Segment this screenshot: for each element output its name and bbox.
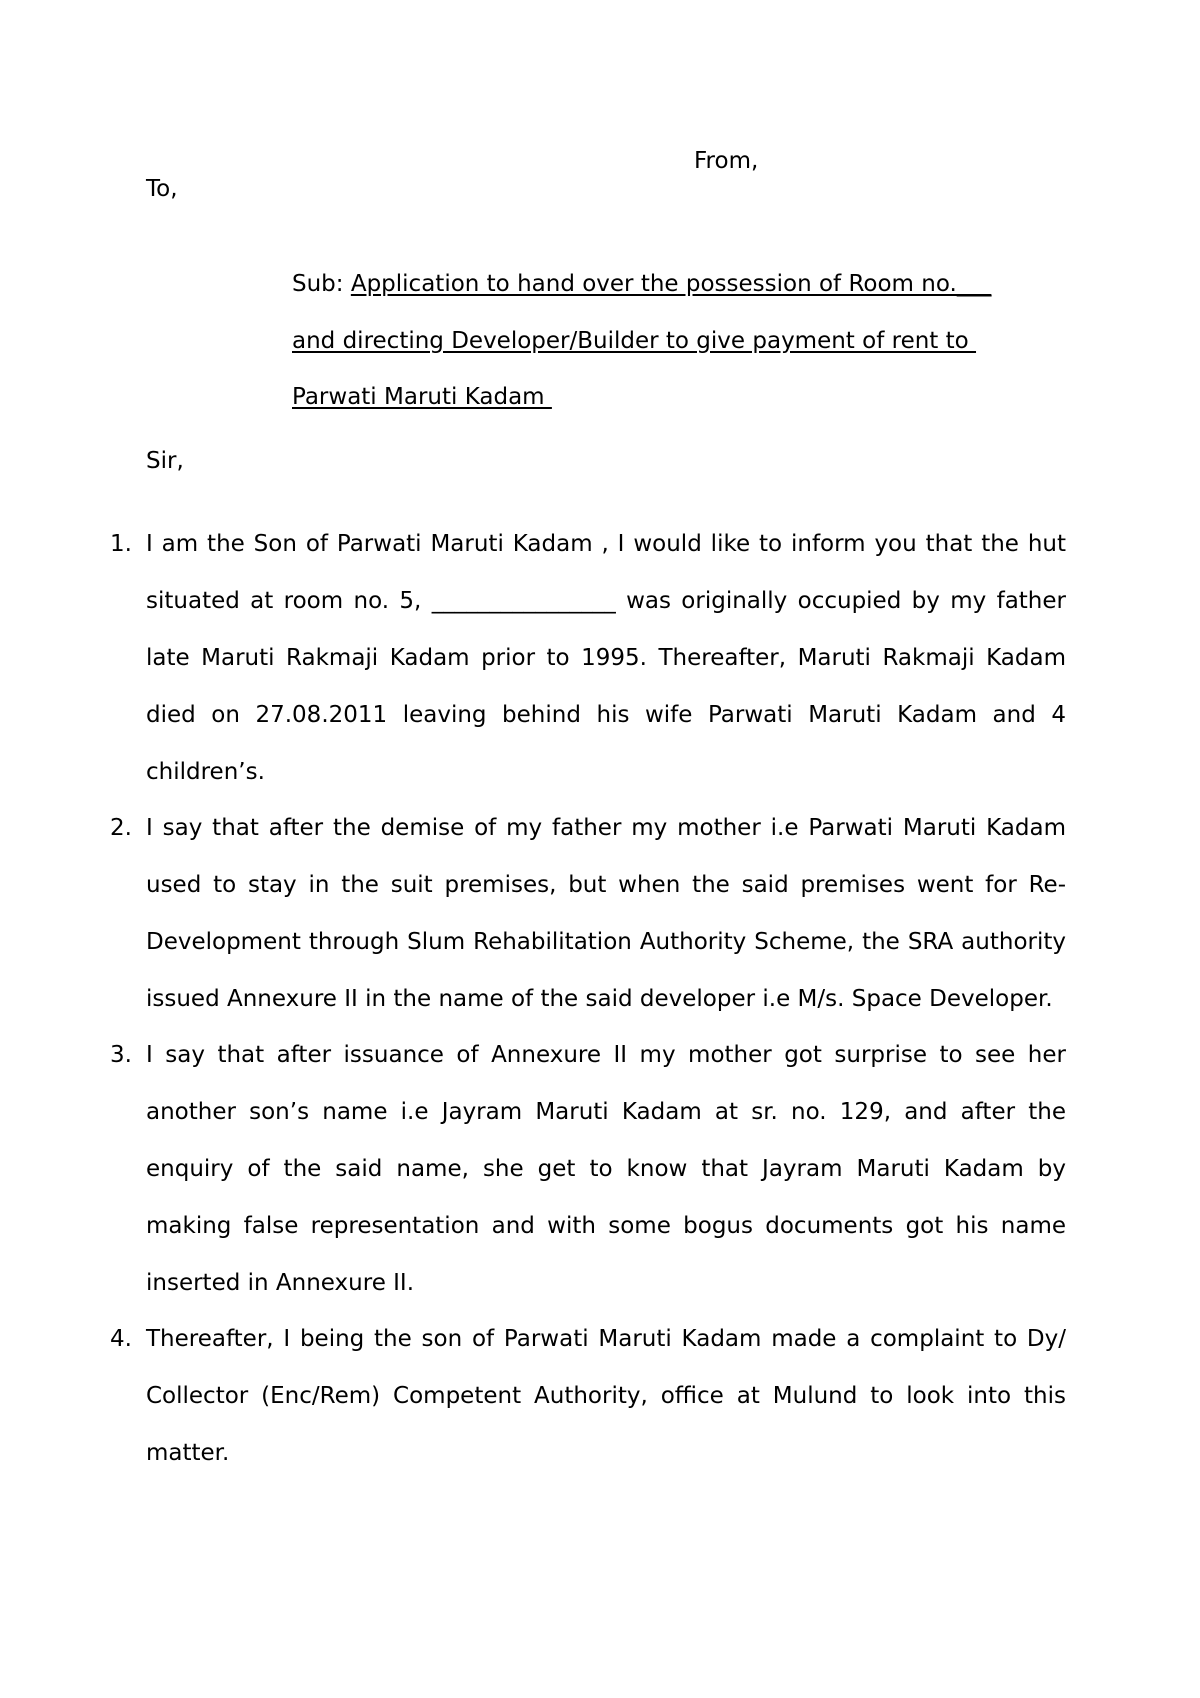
paragraph-1: [104, 516, 1066, 801]
paragraph-text: Thereafter, I being the son of Parwati Maruti Kadam made a complaint to Dy/ Collector (Enc/Rem) Competent Authority, office at Mulund to look into this matter.: [146, 1326, 1066, 1466]
subject-line-3: [292, 369, 1052, 426]
paragraph-number: 1.: [110, 531, 132, 557]
paragraph-text: I say that after the demise of my father my mother i.e Parwati Maruti Kadam used to stay in the suit premises, but when the said premises went for Re-Development through Slum Rehabilitation Authority Scheme, the SRA authority issued Annexure II in the name of the said developer i.e M/s. Space Developer.: [146, 815, 1066, 1012]
paragraph-number: 4.: [110, 1326, 132, 1352]
subject-block: [292, 256, 1052, 426]
subject-text-2: and directing Developer/Builder to give payment of rent to: [292, 327, 977, 354]
subject-line-2: [292, 313, 1052, 370]
to-label: To,: [146, 176, 178, 202]
paragraph-4: [104, 1311, 1066, 1482]
numbered-paragraphs: [104, 516, 1066, 1481]
salutation: Sir,: [146, 448, 184, 474]
paragraph-2: [104, 800, 1066, 1028]
paragraph-text: I say that after issuance of Annexure II my mother got surprise to see her another son’s name i.e Jayram Maruti Kadam at sr. no. 129, and after the enquiry of the said name, she get to know that Jayram Maruti Kadam by making false representation and with some bogus documents got his name inserted in Annexure II.: [146, 1042, 1066, 1296]
subject-text-3: Parwati Maruti Kadam: [292, 384, 552, 410]
from-label: From,: [694, 148, 759, 174]
subject-line-1: [292, 256, 1052, 313]
paragraph-number: 3.: [110, 1042, 132, 1068]
paragraph-text: I am the Son of Parwati Maruti Kadam , I would like to inform you that the hut situated at room no. 5, ________________ was originally occupied by my father late Maruti Rakmaji Kadam prior to 1995. Thereafter, Maruti Rakmaji Kadam died on 27.08.2011 leaving behind his wife Parwati Maruti Kadam and 4 children’s.: [146, 531, 1066, 785]
paragraph-3: [104, 1027, 1066, 1312]
subject-prefix: Sub:: [292, 271, 351, 297]
subject-text-1: Application to hand over the possession of Room no.___: [350, 271, 992, 297]
paragraph-number: 2.: [110, 815, 132, 841]
